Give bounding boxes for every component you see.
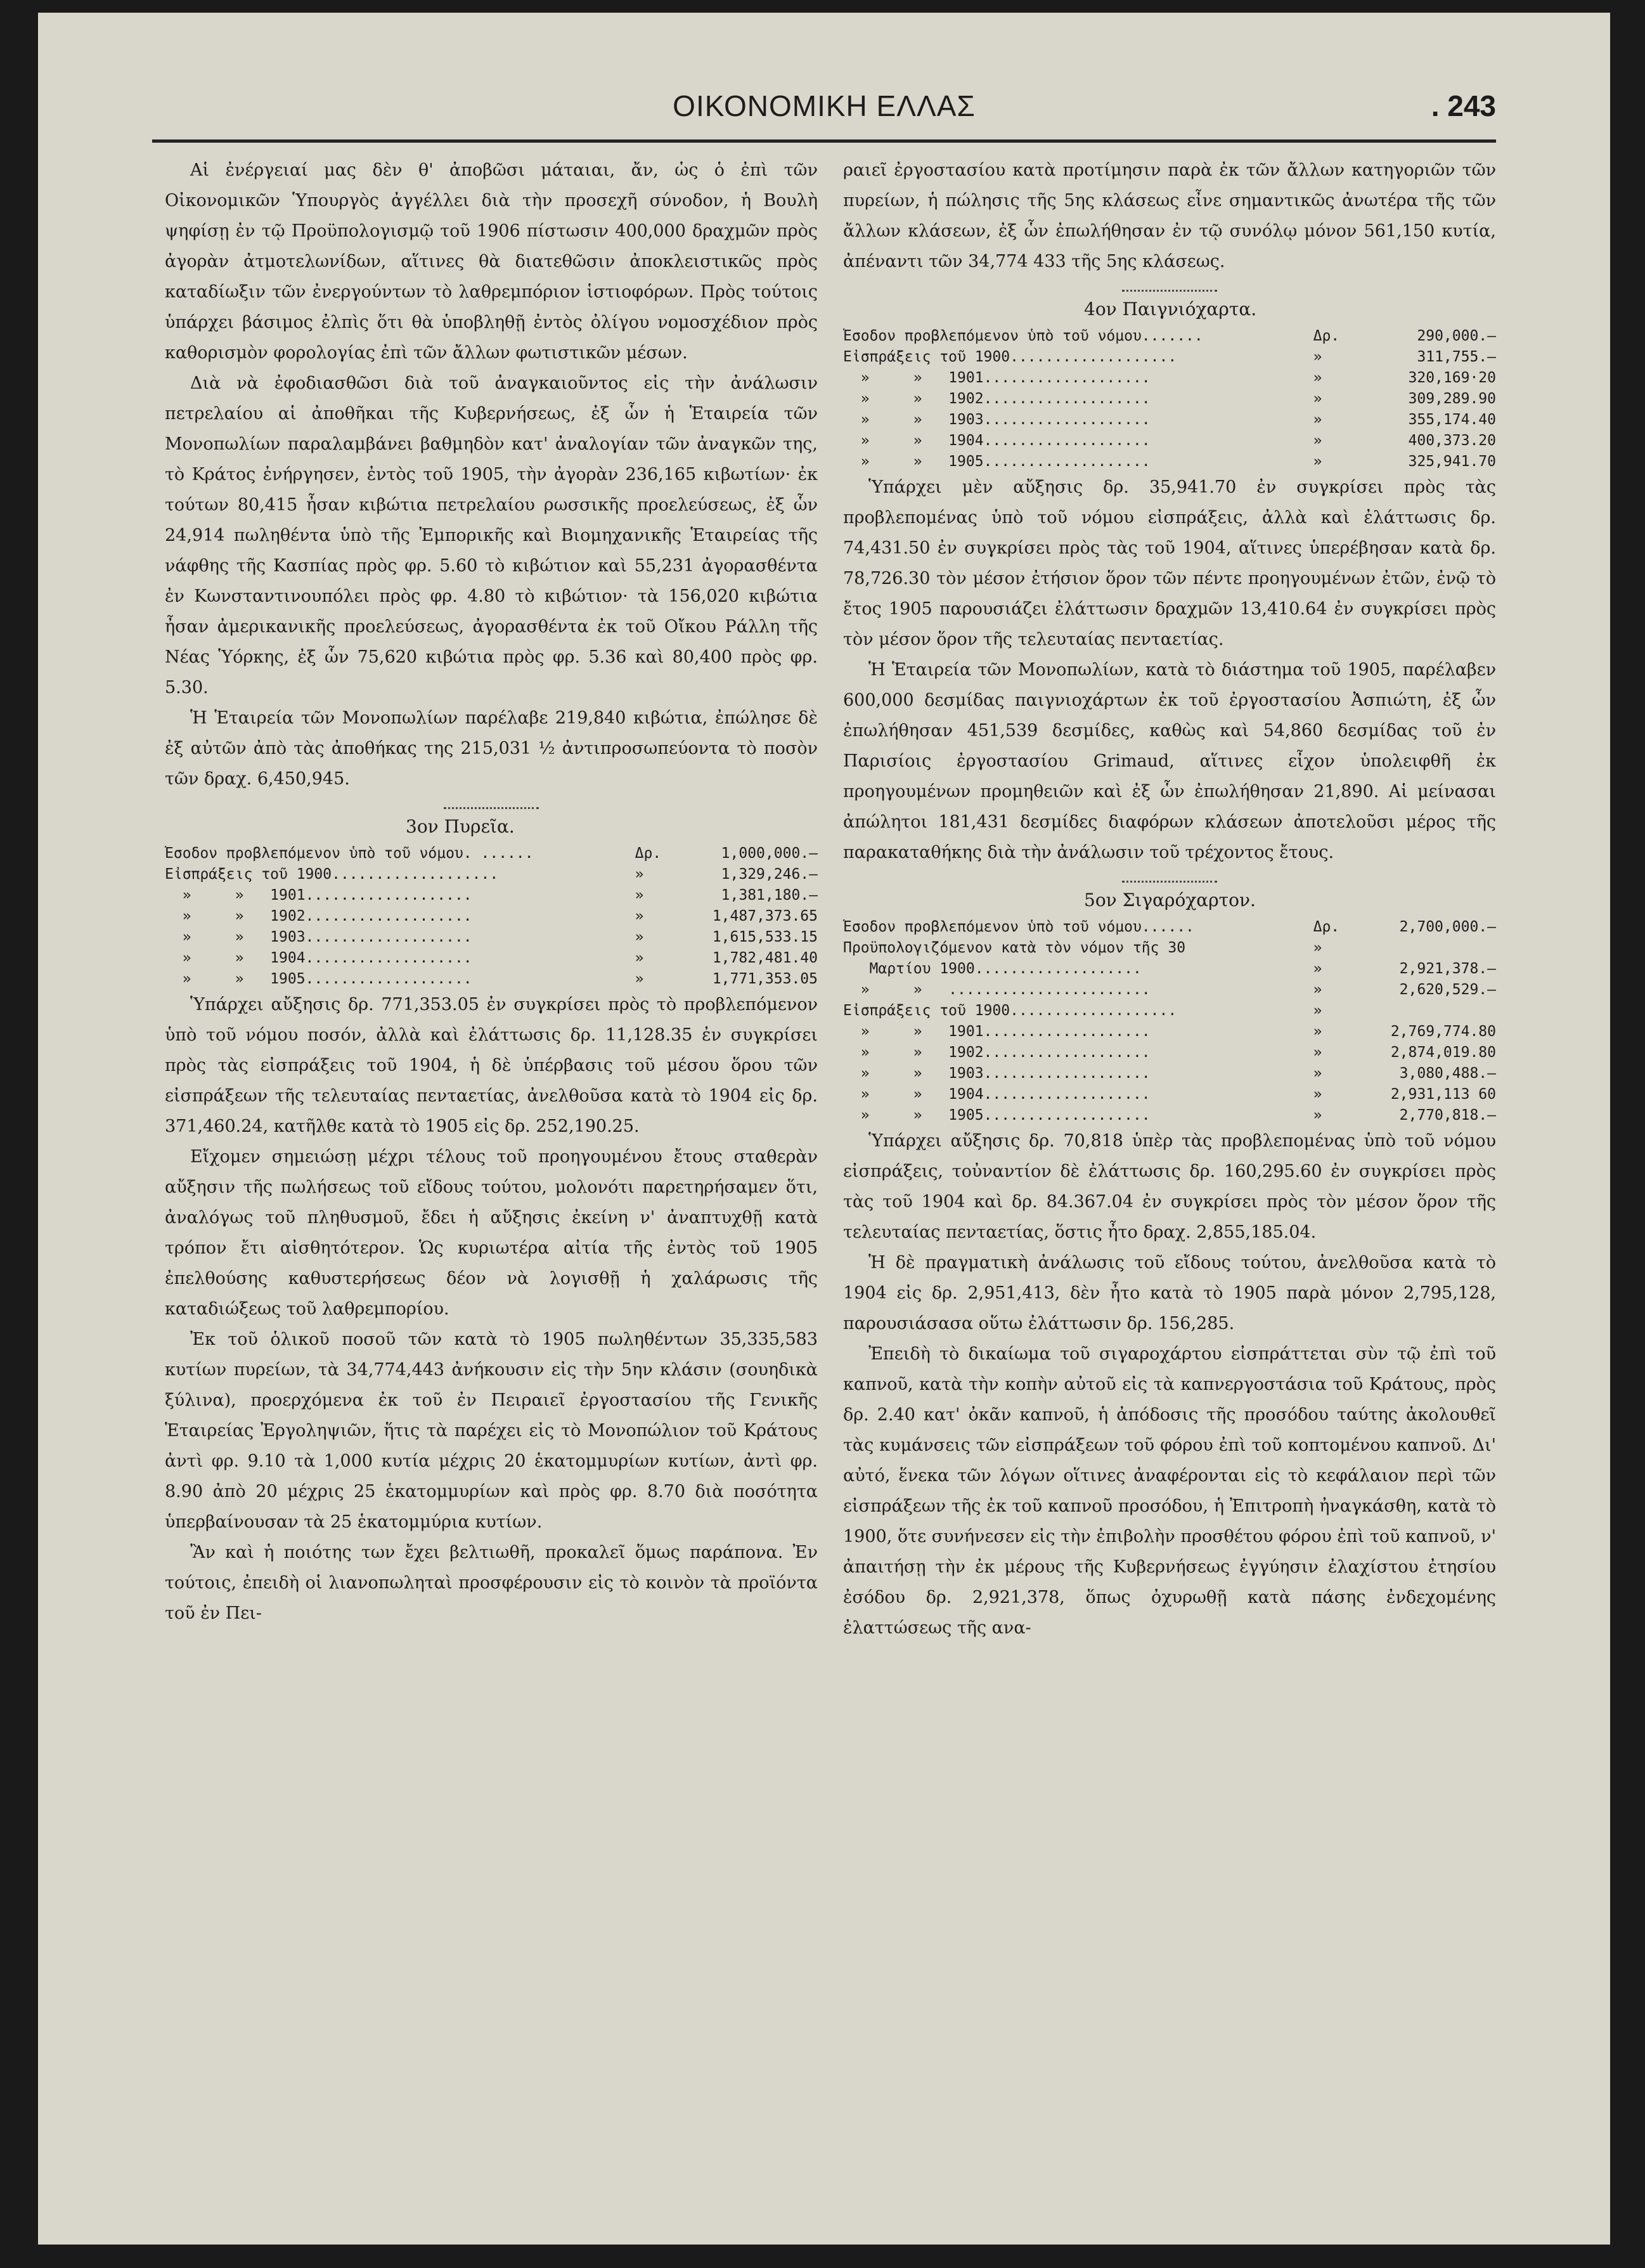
paragraph: Ἡ δὲ πραγματικὴ ἀνάλωσις τοῦ εἴδους τούτου, ἀνελθοῦσα κατὰ τὸ 1904 εἰς δρ. 2,951,413, δὲν ἦτο κατὰ τὸ 1905 παρὰ μόνον 2,795,128, παρουσιάσασα οὕτω ἐλάττωσιν δρ. 156,285.	[843, 1253, 1496, 1333]
table-row: » » 1905................... » 1,771,353.05	[165, 971, 818, 987]
paragraph: Διὰ νὰ ἐφοδιασθῶσι διὰ τοῦ ἀναγκαιοῦντος εἰς τὴν ἀνάλωσιν πετρελαίου αἱ ἀποθῆκαι τῆς Κυβερνήσεως, ἐξ ὧν ἡ Ἑταιρεία τῶν Μονοπωλίων παραλαμβάνει βαθμηδὸν κατ' ἀναλογίαν τῶν ἀναγκῶν της, τὸ Κράτος ἐνήργησεν, ἐντὸς τοῦ 1905, τὴν ἀγορὰν 236,165 κιβωτίων· ἐκ τούτων 80,415 ἦσαν κιβώτια πετρελαίου ρωσσικῆς προελεύσεως, ἐξ ὧν 24,914 πωληθέντα ὑπὸ τῆς Ἐμπορικῆς καὶ Βιομηχανικῆς Ἑταιρείας τῆς νάφθης τῆς Κασπίας πρὸς φρ. 5.60 τὸ κιβώτιον καὶ 55,231 ἀγορασθέντα ἐν Κωνσταντινουπόλει πρὸς φρ. 4.80 τὸ κιβώτιον· τὰ 156,020 κιβώτια ἦσαν ἀμερικανικῆς προελεύσεως, ἀγορασθέντα ἐκ τοῦ Οἴκου Ράλλη τῆς Νέας Ὑόρκης, ἐξ ὧν 75,620 κιβώτια πρὸς φρ. 5.36 καὶ 80,400 πρὸς φρ. 5.30.	[165, 373, 818, 697]
table-row: Ἔσοδον προβλεπόμενον ὑπὸ τοῦ νόμου....... Δρ. 290,000.—	[843, 328, 1496, 344]
running-head	[152, 89, 1496, 133]
table-row: » » 1905................... » 325,941.70	[843, 453, 1496, 470]
paragraph: Ἂν καὶ ἡ ποιότης των ἔχει βελτιωθῆ, προκαλεῖ ὅμως παράπονα. Ἐν τούτοις, ἐπειδὴ οἱ λιανοπωληταὶ προσφέρουσιν εἰς τὸ κοινὸν τὰ προϊόντα τοῦ ἐν Πει-	[165, 1543, 818, 1623]
paragraph: Ὑπάρχει αὔξησις δρ. 771,353.05 ἐν συγκρίσει πρὸς τὸ προβλεπόμενον ὑπὸ τοῦ νόμου ποσόν, ἀλλὰ καὶ ἐλάττωσις δρ. 11,128.35 ἐν συγκρίσει πρὸς τὰς εἰσπράξεις τοῦ 1904, ἡ δὲ ὑπέρβασις τοῦ μέσου ὅρου τῶν εἰσπράξεων τῆς τελευταίας πενταετίας, ἀνελθοῦσα κατὰ τὸ 1904 εἰς δρ. 371,460.24, κατῆλθε κατὰ τὸ 1905 εἰς δρ. 252,190.25.	[165, 995, 818, 1136]
table-row: » » 1903................... » 3,080,488.—	[843, 1065, 1496, 1082]
table-row: Ἔσοδον προβλεπόμενον ὑπὸ τοῦ νόμου. ...... Δρ. 1,000,000.—	[165, 845, 818, 862]
section-title-playing-cards: 4ον Παιγνιόχαρτα.	[1084, 299, 1257, 320]
table-row: » » 1904................... » 2,931,113 60	[843, 1086, 1496, 1103]
paragraph: ραιεῖ ἐργοστασίου κατὰ προτίμησιν παρὰ ἐκ τῶν ἄλλων κατηγοριῶν τῶν πυρείων, ἡ πώλησις τῆς 5ης κλάσεως εἶνε σημαντικῶς ἀνωτέρα τῆς τῶν ἄλλων κλάσεων, ἐξ ὧν ἐπωλήθησαν ἐν τῷ συνόλῳ μόνον 561,150 κυτία, ἀπέναντι τῶν 34,774 433 τῆς 5ης κλάσεως.	[843, 160, 1496, 271]
journal-title: ΟΙΚΟΝΟΜΙΚΗ ΕΛΛΑΣ	[673, 89, 976, 122]
table-row: Μαρτίου 1900................... » 2,921,378.—	[843, 961, 1496, 977]
paragraph: Εἴχομεν σημειώσῃ μέχρι τέλους τοῦ προηγουμένου ἔτους σταθερὰν αὔξησιν τῆς πωλήσεως τοῦ εἴδους τούτου, μολονότι παρετηρήσαμεν ὅτι, ἀναλόγως τοῦ πληθυσμοῦ, ἔδει ἡ αὔξησις ἐκείνη ν' ἀναπτυχθῇ κατὰ τρόπον ἔτι αἰσθητότερον. Ὡς κυριωτέρα αἰτία τῆς ἐντὸς τοῦ 1905 ἐπελθούσης καθυστερήσεως δέον νὰ λογισθῇ ἡ χαλάρωσις τῆς καταδιώξεως τοῦ λαθρεμπορίου.	[165, 1147, 818, 1319]
paragraph: Ἐκ τοῦ ὁλικοῦ ποσοῦ τῶν κατὰ τὸ 1905 πωληθέντων 35,335,583 κυτίων πυρείων, τὰ 34,774,443 ἀνήκουσιν εἰς τὴν 5ην κλάσιν (σουηδικὰ ξύλινα), προερχόμενα ἐκ τοῦ ἐν Πειραιεῖ ἐργοστασίου τῆς Γενικῆς Ἑταιρείας Ἐργοληψιῶν, ἥτις τὰ παρέχει εἰς τὸ Μονοπώλιον τοῦ Κράτους ἀντὶ φρ. 9.10 τὰ 1,000 κυτία μέχρις 20 ἑκατομμυρίων κυτίων, ἀντὶ φρ. 8.90 ἀπὸ 20 μέχρις 25 ἑκατομμυρίων καὶ πρὸς φρ. 8.70 διὰ ποσότητα ὑπερβαίνουσαν τὰ 25 ἑκατομμύρια κυτίων.	[165, 1330, 818, 1532]
table-row: » » 1901................... » 1,381,180.—	[165, 887, 818, 904]
table-row: Εἰσπράξεις τοῦ 1900................... » 1,329,246.—	[165, 866, 818, 883]
table-row: » » 1901................... » 320,169·20	[843, 370, 1496, 386]
paragraph: Αἱ ἐνέργειαί μας δὲν θ' ἀποβῶσι μάταιαι, ἄν, ὡς ὁ ἐπὶ τῶν Οἰκονομικῶν Ὑπουργὸς ἀγγέλλει διὰ τὴν προσεχῆ σύνοδον, ἡ Βουλὴ ψηφίσῃ ἐν τῷ Προϋπολογισμῷ τοῦ 1906 πίστωσιν 400,000 δραχμῶν πρὸς ἀγορὰν ἀτμοτελωνίδων, αἵτινες θὰ διατεθῶσιν ἀποκλειστικῶς πρὸς καταδίωξιν τῶν ἐνεργούντων τὸ λαθρεμπόριον ἱστιοφόρων. Πρὸς τούτοις ὑπάρχει βάσιμος ἐλπὶς ὅτι θὰ ὑποβληθῇ ἐντὸς ὀλίγου νομοσχέδιον πρὸς καθορισμὸν φορολογίας ἐπὶ τῶν ἄλλων φωτιστικῶν μέσων.	[165, 160, 818, 363]
paragraph: Ὑπάρχει μὲν αὔξησις δρ. 35,941.70 ἐν συγκρίσει πρὸς τὰς προβλεπομένας ὑπὸ τοῦ νόμου εἰσπράξεις, ἀλλὰ καὶ ἐλάττωσις δρ. 74,431.50 ἐν συγκρίσει πρὸς τὰς τοῦ 1904, αἵτινες ὑπερέβησαν κατὰ δρ. 78,726.30 τὸν μέσον ἐτήσιον ὅρον τῶν πέντε προηγουμένων ἐτῶν, ἐνῷ τὸ ἔτος 1905 παρουσιάζει ἐλάττωσιν δραχμῶν 13,410.64 ἐν συγκρίσει πρὸς τὸν μέσον ὅρον τῆς τελευταίας πενταετίας.	[843, 477, 1496, 649]
table-row: » » 1904................... » 400,373.20	[843, 432, 1496, 449]
table-row: » » 1902................... » 1,487,373.65	[165, 908, 818, 924]
section-title-cigarette-paper: 5ον Σιγαρόχαρτον.	[1084, 890, 1256, 910]
page-number: . 243	[1431, 89, 1496, 122]
table-row: » » 1903................... » 1,615,533.15	[165, 929, 818, 945]
header-rule	[152, 139, 1496, 143]
table-row: » » 1902................... » 309,289.90	[843, 391, 1496, 407]
right-column	[843, 155, 1496, 1643]
paragraph: Ἡ Ἑταιρεία τῶν Μονοπωλίων παρέλαβε 219,840 κιβώτια, ἐπώλησε δὲ ἐξ αὐτῶν ἀπὸ τὰς ἀποθήκας της 215,031 ½ ἀντιπροσωπεύοντα τὸ ποσὸν τῶν δραχ. 6,450,945.	[165, 708, 818, 789]
matches-revenue-table	[165, 843, 818, 990]
table-row: » » 1903................... » 355,174.40	[843, 411, 1496, 428]
table-row: Εἰσπράξεις τοῦ 1900................... »	[843, 1002, 1322, 1019]
table-row: » » 1904................... » 1,782,481.40	[165, 950, 818, 966]
table-row: » » 1902................... » 2,874,019.80	[843, 1044, 1496, 1061]
table-row: Ἔσοδον προβλεπόμενον ὑπὸ τοῦ νόμου...... Δρ. 2,700,000.—	[843, 919, 1496, 935]
playing-cards-revenue-table	[843, 326, 1496, 472]
paragraph: Ἡ Ἑταιρεία τῶν Μονοπωλίων, κατὰ τὸ διάστημα τοῦ 1905, παρέλαβεν 600,000 δεσμίδας παιγνιοχάρτων ἐκ τοῦ ἐργοστασίου Ἀσπιώτη, ἐξ ὧν ἐπωλήθησαν 451,539 δεσμίδες, καθὼς καὶ 54,860 δεσμίδας τοῦ ἐν Παρισίοις ἐργοστασίου Grimaud, αἵτινες εἶχον ὑπολειφθῆ ἐκ προηγουμένων προμηθειῶν καὶ ἐξ ὧν ἐπωλήθησαν 21,890. Αἱ μείνασαι ἀπώλητοι 181,431 δεσμίδες διαφόρων κλάσεων ἀποτελοῦσι μέρος τῆς παρακαταθήκης διὰ τὴν ἀνάλωσιν τοῦ τρέχοντος ἔτους.	[843, 660, 1496, 862]
table-row: Προϋπολογιζόμενον κατὰ τὸν νόμον τῆς 30 »	[843, 940, 1322, 956]
table-row: » » ....................... » 2,620,529.—	[843, 982, 1496, 998]
cigarette-paper-revenue-table	[843, 917, 1496, 1126]
paragraph: Ὑπάρχει αὔξησις δρ. 70,818 ὑπὲρ τὰς προβλεπομένας ὑπὸ τοῦ νόμου εἰσπράξεις, τοὐναντίον δὲ ἐλάττωσις δρ. 160,295.60 ἐν συγκρίσει πρὸς τὰς τοῦ 1904 καὶ δρ. 84.367.04 ἐν συγκρίσει πρὸς τὸν μέσον ὅρον τῆς τελευταίας πενταετίας, ὅστις ἦτο δραχ. 2,855,185.04.	[843, 1131, 1496, 1242]
section-separator	[1122, 874, 1217, 883]
table-row: Εἰσπράξεις τοῦ 1900................... » 311,755.—	[843, 349, 1496, 365]
section-title-matches: 3ον Πυρεῖα.	[406, 816, 515, 837]
page-sheet	[38, 13, 1610, 2245]
paragraph: Ἐπειδὴ τὸ δικαίωμα τοῦ σιγαροχάρτου εἰσπράττεται σὺν τῷ ἐπὶ τοῦ καπνοῦ, κατὰ τὴν κοπὴν αὐτοῦ εἰς τὰ καπνεργοστάσια τοῦ Κράτους, πρὸς δρ. 2.40 κατ' ὀκᾶν καπνοῦ, ἡ ἀπόδοσις τῆς προσόδου ταύτης ἀκολουθεῖ τὰς κυμάνσεις τῶν εἰσπράξεων τοῦ φόρου ἐπὶ τοῦ κοπτομένου καπνοῦ. Δι' αὐτό, ἕνεκα τῶν λόγων οἵτινες ἀναφέρονται εἰς τὸ κεφάλαιον περὶ τῶν εἰσπράξεων τῆς ἐκ τοῦ καπνοῦ προσόδου, ἡ Ἐπιτροπὴ ἠναγκάσθη, κατὰ τὸ 1900, ὅτε συνήνεσεν εἰς τὴν ἐπιβολὴν προσθέτου φόρου ἐπὶ τοῦ καπνοῦ, ν' ἀπαιτήσῃ τὴν ἐκ μέρους τῆς Κυβερνήσεως ἐγγύησιν ἐλαχίστου ἐτησίου ἐσόδου δρ. 2,921,378, ὅπως ὀχυρωθῇ κατὰ πάσης ἐνδεχομένης ἐλαττώσεως τῆς ανα-	[843, 1344, 1496, 1638]
table-row: » » 1905................... » 2,770,818.—	[843, 1107, 1496, 1124]
left-column	[165, 155, 818, 1629]
table-row: » » 1901................... » 2,769,774.80	[843, 1023, 1496, 1040]
section-separator	[444, 801, 539, 809]
section-separator	[1122, 283, 1217, 292]
